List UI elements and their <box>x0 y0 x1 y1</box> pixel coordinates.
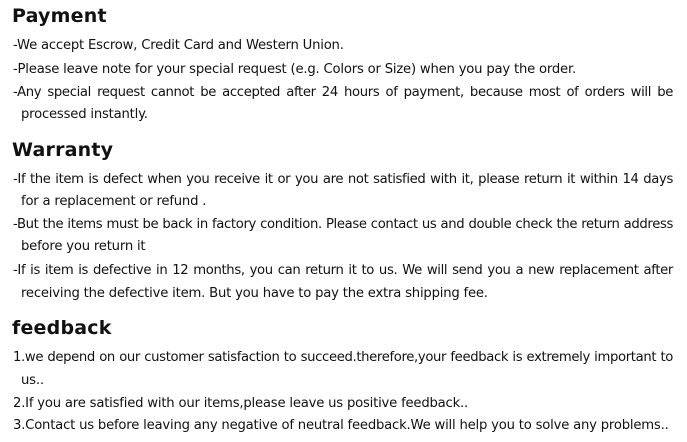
feedback-heading: feedback <box>12 317 112 339</box>
payment-line-processed-instantly: processed instantly. <box>21 107 148 122</box>
feedback-line-us: us.. <box>21 373 44 388</box>
payment-line-special-request-note: -Please leave note for your special request (e.g. Colors or Size) when you pay the order. <box>13 62 576 77</box>
warranty-line-before-you-return: before you return it <box>21 239 146 254</box>
feedback-line-positive-feedback: 2.If you are satisfied with our items,please leave us positive feedback.. <box>13 396 469 411</box>
warranty-line-replacement-or-refund: for a replacement or refund . <box>21 194 207 209</box>
warranty-line-12-months: -If is item is defective in 12 months, you can return it to us. We will send you a new replacement after <box>13 263 673 278</box>
payment-heading: Payment <box>12 5 107 27</box>
feedback-line-contact-before-negative: 3.Contact us before leaving any negative of neutral feedback.We will help you to solve any problems.. <box>13 418 669 433</box>
feedback-line-customer-satisfaction: 1.we depend on our customer satisfaction to succeed.therefore,your feedback is extremely important to <box>13 350 673 365</box>
warranty-heading: Warranty <box>12 139 114 161</box>
warranty-line-return-within-14-days: -If the item is defect when you receive it or you are not satisfied with it, please return it within 14 days <box>13 172 673 187</box>
warranty-line-shipping-fee: receiving the defective item. But you have to pay the extra shipping fee. <box>21 286 488 301</box>
payment-line-escrow: -We accept Escrow, Credit Card and Western Union. <box>13 38 344 53</box>
payment-line-24-hours: -Any special request cannot be accepted after 24 hours of payment, because most of orders will be <box>13 85 673 100</box>
warranty-line-factory-condition: -But the items must be back in factory condition. Please contact us and double check the return address <box>13 217 673 232</box>
